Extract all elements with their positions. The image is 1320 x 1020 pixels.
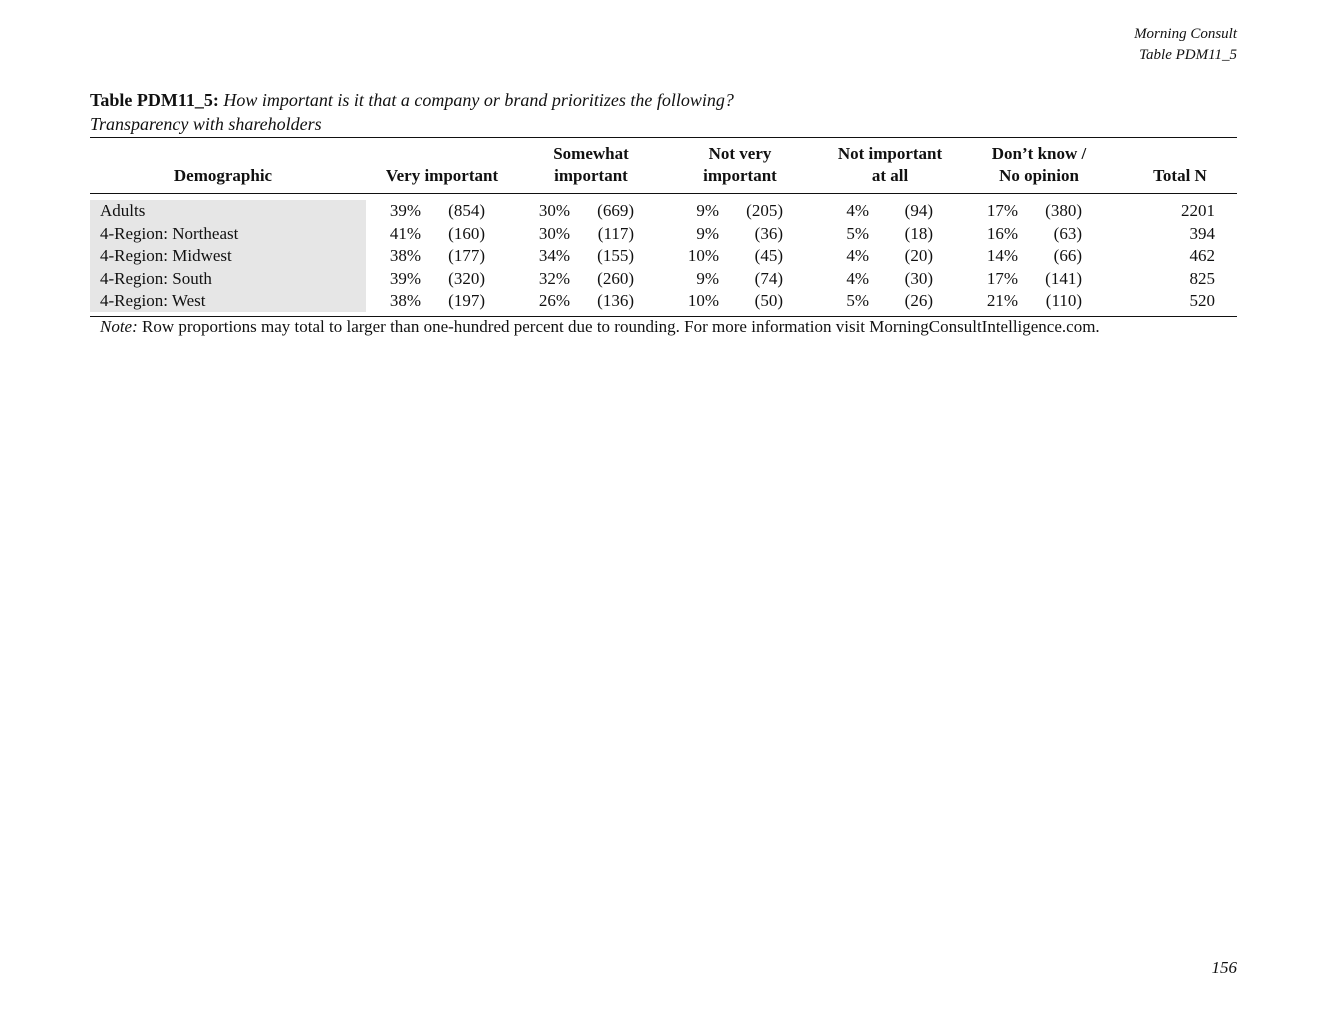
table-note [100,316,1100,338]
row-count: (380) [1045,201,1082,220]
row-percent: 21% [986,291,1018,310]
row-demographic: Adults [100,201,146,220]
row-percent: 30% [538,223,570,243]
header-very-important: Very important [385,166,499,185]
table-row [90,200,1237,223]
row-percent: 10% [687,291,719,310]
row-percent: 4% [846,268,869,288]
note-label: Note: [100,317,138,336]
row-count: (205) [746,201,783,220]
row-count: (26) [904,291,933,310]
row-count: (45) [754,246,783,265]
row-count: (197) [448,291,485,310]
row-percent: 38% [389,291,421,310]
row-total-n: 462 [1189,246,1215,265]
row-percent: 38% [389,246,421,265]
row-count: (36) [754,223,783,243]
data-table [90,137,1237,317]
row-count: (50) [754,291,783,310]
row-count: (136) [597,291,634,310]
row-count: (63) [1053,223,1082,243]
row-count: (74) [754,268,783,288]
header-not-very-important: Not very important [703,144,777,185]
row-percent: 4% [846,201,869,220]
row-percent: 32% [538,268,570,288]
row-percent: 4% [846,246,869,265]
title-label: Table PDM11_5: [90,90,219,110]
note-text: Row proportions may total to larger than one-hundred percent due to rounding. For more information visit MorningConsultIntelligence.com. [142,317,1100,336]
row-count: (260) [597,268,634,288]
row-percent: 34% [538,246,570,265]
title-question: How important is it that a company or brand prioritizes the following? [223,90,734,110]
row-percent: 9% [696,201,719,220]
row-count: (94) [904,201,933,220]
row-count: (160) [448,223,485,243]
table-header [90,138,1237,193]
publisher-name: Morning Consult [1134,26,1237,42]
row-total-n: 394 [1189,223,1215,243]
table-id: Table PDM11_5 [1139,47,1237,63]
row-count: (669) [597,201,634,220]
row-count: (30) [904,268,933,288]
header-demographic: Demographic [173,166,273,185]
row-count: (141) [1045,268,1082,288]
row-demographic: 4-Region: Northeast [100,223,239,243]
table-row [90,268,1237,291]
table-row [90,223,1237,246]
row-total-n: 2201 [1181,201,1215,220]
row-percent: 14% [986,246,1018,265]
header-total-n: Total N [1153,166,1207,185]
running-head [1134,24,1237,66]
row-percent: 5% [846,223,869,243]
table-row [90,245,1237,268]
table-title [90,88,1237,136]
row-count: (320) [448,268,485,288]
row-demographic: 4-Region: Midwest [100,246,232,265]
row-percent: 39% [389,201,421,220]
header-dont-know: Don’t know / No opinion [991,144,1087,185]
row-total-n: 825 [1189,268,1215,288]
row-count: (18) [904,223,933,243]
table-body [90,194,1237,316]
row-percent: 9% [696,268,719,288]
row-percent: 41% [389,223,421,243]
row-percent: 5% [846,291,869,310]
row-demographic: 4-Region: South [100,268,212,288]
row-count: (177) [448,246,485,265]
row-percent: 17% [986,201,1018,220]
row-count: (117) [597,223,634,243]
page-number: 156 [1211,958,1237,977]
row-total-n: 520 [1189,291,1215,310]
title-subtitle: Transparency with shareholders [90,114,322,134]
row-count: (155) [597,246,634,265]
header-not-important-at-all: Not important at all [837,144,943,185]
row-count: (20) [904,246,933,265]
row-count: (66) [1053,246,1082,265]
row-percent: 30% [538,201,570,220]
row-count: (110) [1045,291,1082,310]
row-count: (854) [448,201,485,220]
row-percent: 26% [538,291,570,310]
row-percent: 17% [986,268,1018,288]
row-percent: 16% [986,223,1018,243]
table-row [90,290,1237,313]
row-demographic: 4-Region: West [100,291,206,310]
header-somewhat-important: Somewhat important [553,144,629,185]
row-percent: 39% [389,268,421,288]
row-percent: 9% [696,223,719,243]
row-percent: 10% [687,246,719,265]
